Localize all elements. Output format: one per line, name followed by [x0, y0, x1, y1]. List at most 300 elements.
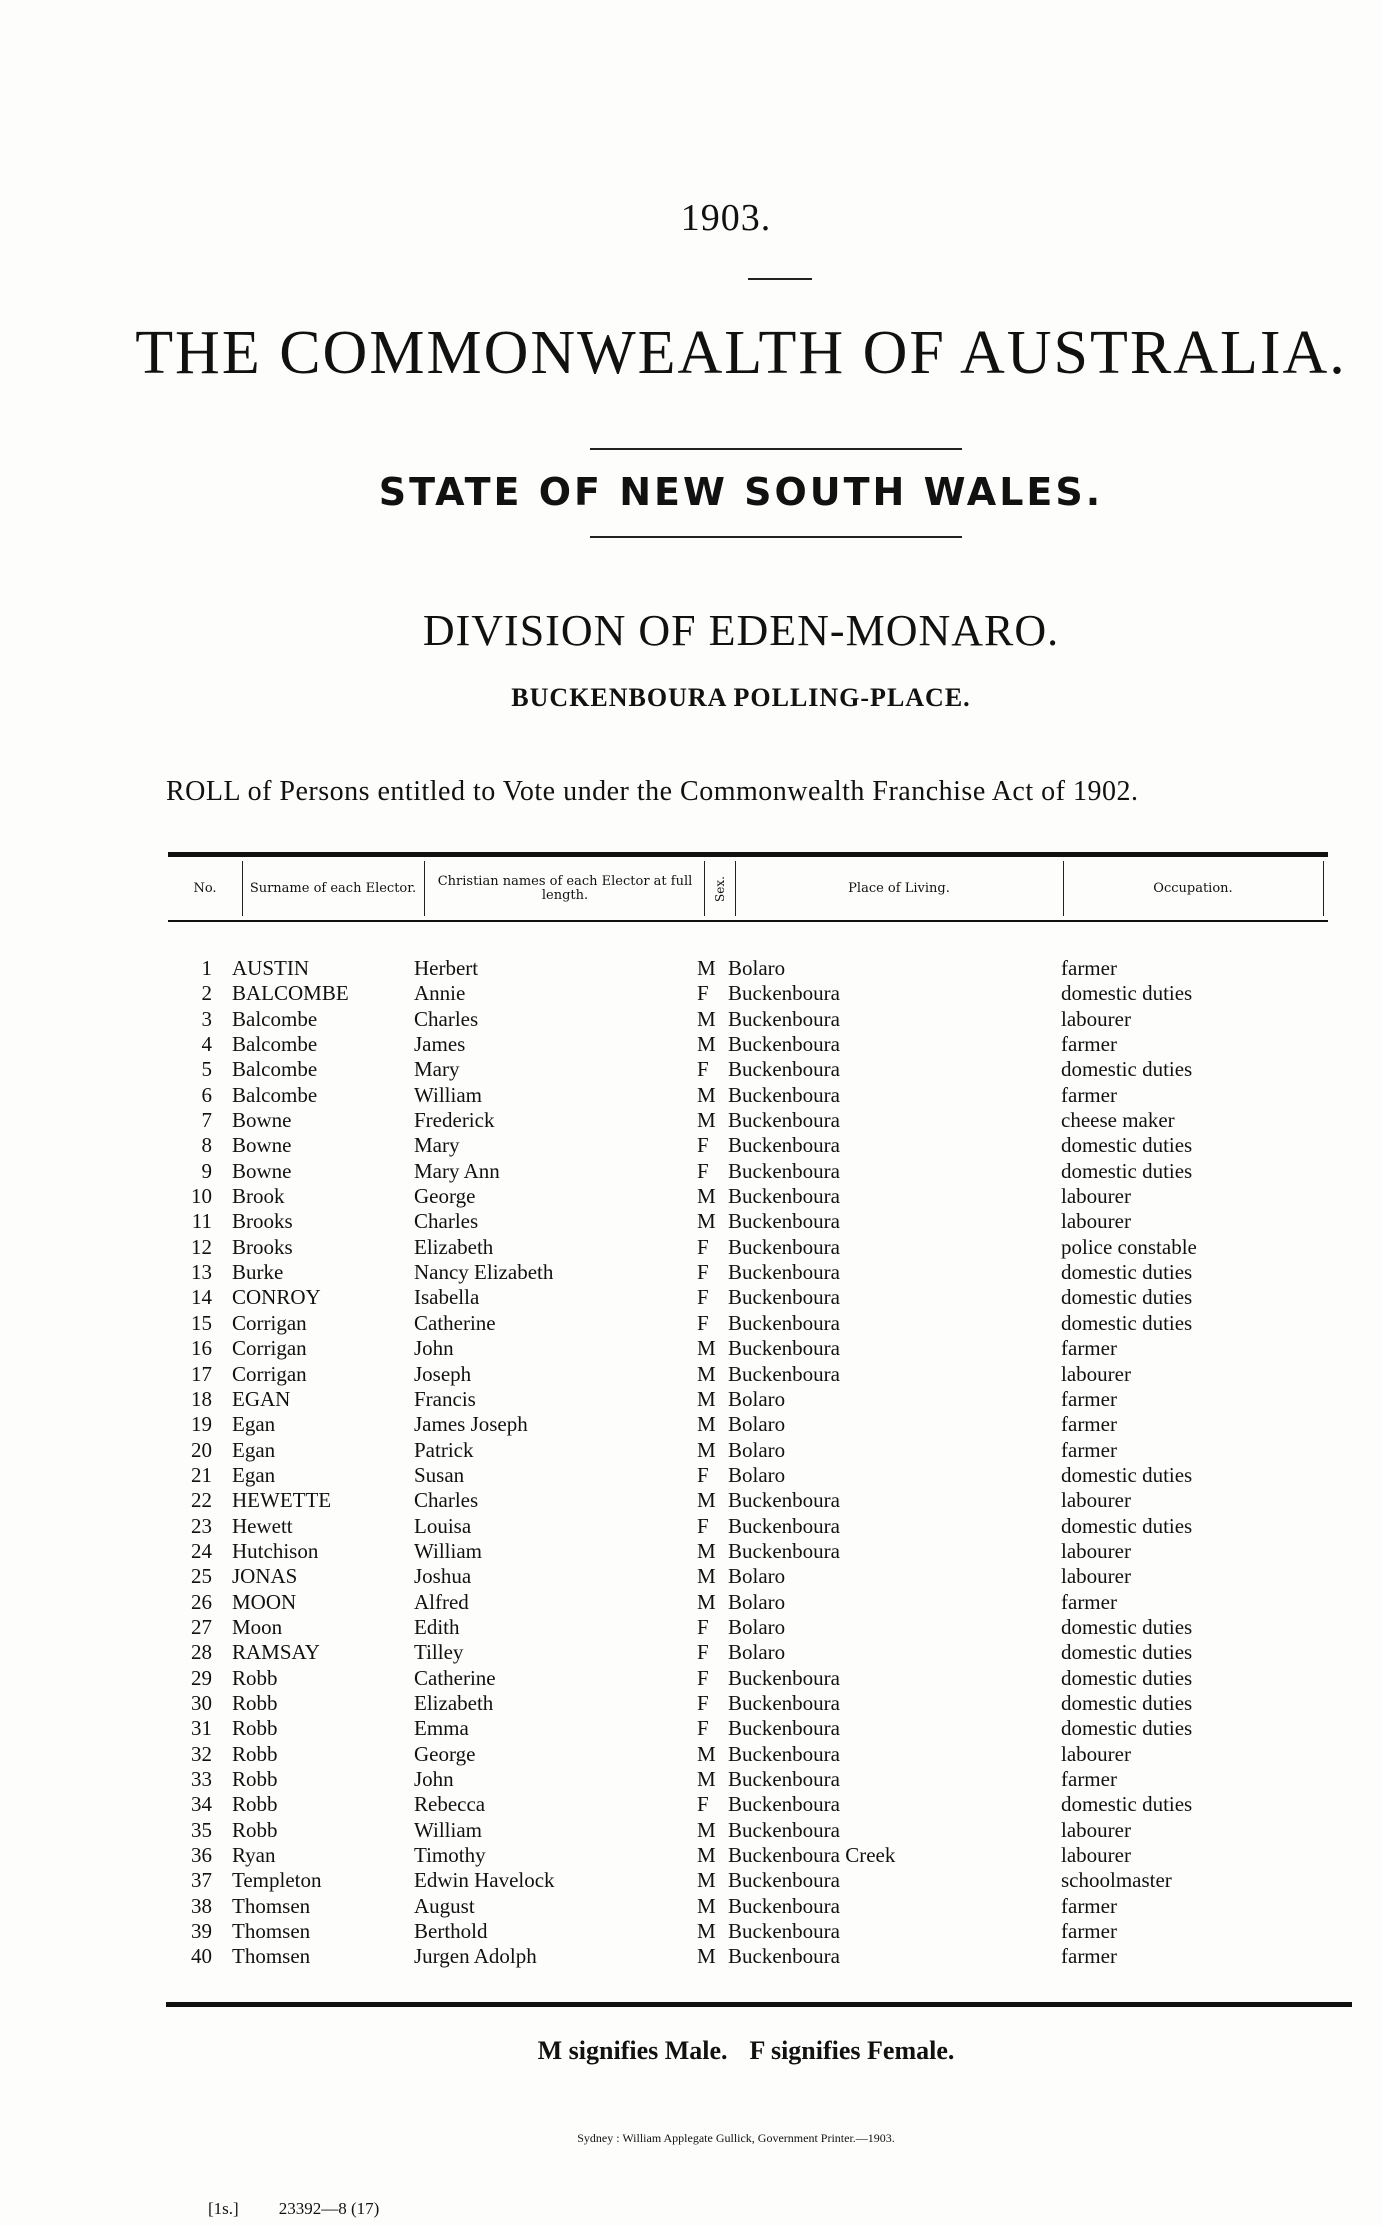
divider: [590, 448, 962, 450]
elector-surname: BALCOMBE: [232, 981, 349, 1006]
elector-place: Buckenboura: [728, 1538, 840, 1563]
elector-sex: M: [697, 1944, 716, 1969]
elector-sex: M: [697, 1412, 716, 1437]
elector-sex: M: [697, 1361, 716, 1386]
table-row: [0, 1387, 1382, 1412]
elector-occupation: farmer: [1061, 1944, 1117, 1969]
table-row: [0, 1209, 1382, 1234]
elector-surname: RAMSAY: [232, 1640, 320, 1665]
table-row: [0, 1235, 1382, 1260]
elector-occupation: farmer: [1061, 1893, 1117, 1918]
elector-sex: M: [697, 1437, 716, 1462]
elector-christian-names: Nancy Elizabeth: [414, 1260, 554, 1285]
elector-sex: M: [697, 1741, 716, 1766]
elector-number: 1: [201, 956, 212, 980]
elector-christian-names: William: [414, 1538, 482, 1563]
elector-occupation: domestic duties: [1061, 1614, 1193, 1639]
elector-occupation: domestic duties: [1061, 1665, 1193, 1690]
elector-surname: Corrigan: [232, 1310, 307, 1335]
table-row: [0, 1311, 1382, 1336]
elector-surname: Ryan: [232, 1843, 276, 1868]
elector-place: Bolaro: [728, 1437, 786, 1462]
table-row: [0, 1666, 1382, 1691]
table-row: [0, 1260, 1382, 1285]
elector-christian-names: Charles: [414, 1006, 479, 1031]
elector-surname: HEWETTE: [232, 1488, 332, 1513]
elector-sex: F: [697, 1690, 709, 1715]
elector-place: Buckenboura: [728, 1817, 840, 1842]
elector-place: Buckenboura: [728, 981, 840, 1006]
column-header-place: Place of Living.: [848, 880, 950, 896]
elector-surname: Moon: [232, 1614, 283, 1639]
elector-christian-names: James: [414, 1032, 466, 1057]
elector-surname: Corrigan: [232, 1336, 307, 1361]
elector-number: 2: [201, 981, 212, 1006]
elector-place: Buckenboura: [728, 1133, 840, 1158]
elector-sex: F: [697, 1310, 709, 1335]
elector-place: Buckenboura: [728, 1716, 840, 1741]
elector-christian-names: John: [414, 1336, 454, 1361]
elector-surname: Balcombe: [232, 1006, 318, 1031]
table-row: [0, 1868, 1382, 1893]
price: [1s.]: [208, 2199, 239, 2218]
elector-occupation: labourer: [1061, 1184, 1131, 1209]
elector-place: Buckenboura: [728, 1057, 840, 1082]
elector-christian-names: Annie: [414, 981, 466, 1006]
elector-occupation: farmer: [1061, 1032, 1117, 1057]
column-divider: [242, 861, 243, 916]
elector-surname: JONAS: [232, 1564, 298, 1589]
elector-christian-names: Mary: [414, 1133, 460, 1158]
elector-occupation: farmer: [1061, 1412, 1117, 1437]
elector-number: 4: [201, 1032, 212, 1057]
table-row: [0, 1564, 1382, 1589]
elector-christian-names: Patrick: [414, 1437, 474, 1462]
elector-occupation: farmer: [1061, 1437, 1117, 1462]
column-header-sex-label: Sex.: [713, 875, 727, 902]
elector-christian-names: Charles: [414, 1488, 479, 1513]
elector-occupation: labourer: [1061, 1488, 1131, 1513]
elector-number: 5: [201, 1057, 212, 1082]
elector-place: Buckenboura: [728, 1690, 840, 1715]
elector-number: 15: [191, 1310, 212, 1335]
elector-christian-names: Joseph: [414, 1361, 472, 1386]
elector-number: 24: [191, 1538, 212, 1563]
legend-female: F signifies Female.: [749, 2036, 955, 2065]
divider: [748, 278, 812, 280]
elector-christian-names: Tilley: [414, 1640, 464, 1665]
elector-number: 31: [191, 1716, 212, 1741]
elector-christian-names: James Joseph: [414, 1412, 528, 1437]
elector-place: Buckenboura: [728, 1868, 840, 1893]
elector-christian-names: George: [414, 1741, 476, 1766]
elector-sex: F: [697, 1462, 709, 1487]
elector-surname: Robb: [232, 1817, 278, 1842]
elector-number: 10: [191, 1184, 212, 1209]
document-title: THE COMMONWEALTH OF AUSTRALIA.: [135, 319, 1347, 387]
elector-christian-names: Herbert: [414, 956, 479, 980]
elector-surname: Egan: [232, 1462, 276, 1487]
elector-sex: M: [697, 1006, 716, 1031]
elector-surname: Balcombe: [232, 1057, 318, 1082]
state-heading: STATE OF NEW SOUTH WALES.: [378, 470, 1104, 514]
elector-place: Bolaro: [728, 1589, 786, 1614]
elector-sex: F: [697, 1133, 709, 1158]
elector-christian-names: Emma: [414, 1716, 469, 1741]
table-row: [0, 1362, 1382, 1387]
elector-occupation: police constable: [1061, 1234, 1197, 1259]
table-row: [0, 1691, 1382, 1716]
elector-christian-names: William: [414, 1082, 482, 1107]
elector-occupation: domestic duties: [1061, 1285, 1193, 1310]
elector-sex: M: [697, 1868, 716, 1893]
elector-sex: M: [697, 1767, 716, 1791]
elector-place: Bolaro: [728, 1462, 786, 1487]
elector-occupation: domestic duties: [1061, 1716, 1193, 1741]
elector-occupation: labourer: [1061, 1538, 1131, 1563]
elector-place: Buckenboura: [728, 1792, 840, 1817]
column-header-occupation: Occupation.: [1153, 880, 1233, 896]
elector-christian-names: Elizabeth: [414, 1234, 494, 1259]
elector-christian-names: Charles: [414, 1209, 479, 1234]
table-row: [0, 1944, 1382, 1969]
table-row: [0, 1590, 1382, 1615]
elector-surname: Robb: [232, 1741, 278, 1766]
elector-christian-names: Edith: [414, 1614, 460, 1639]
sex-legend: [0, 2036, 1382, 2066]
elector-surname: Bowne: [232, 1133, 292, 1158]
elector-place: Buckenboura: [728, 1006, 840, 1031]
elector-number: 14: [191, 1285, 212, 1310]
column-header-christian-names: Christian names of each Elector at full length.: [437, 873, 693, 903]
elector-number: 18: [191, 1386, 212, 1411]
table-row: [0, 1488, 1382, 1513]
elector-sex: M: [697, 1919, 716, 1944]
elector-christian-names: Frederick: [414, 1108, 495, 1133]
elector-occupation: domestic duties: [1061, 981, 1193, 1006]
elector-number: 37: [191, 1868, 212, 1893]
elector-occupation: farmer: [1061, 1919, 1117, 1944]
elector-occupation: domestic duties: [1061, 1513, 1193, 1538]
elector-occupation: domestic duties: [1061, 1640, 1193, 1665]
print-reference: 23392—8 (17): [278, 2199, 380, 2218]
elector-sex: M: [697, 1488, 716, 1513]
elector-place: Bolaro: [728, 956, 786, 980]
table-row: [0, 1818, 1382, 1843]
elector-surname: Templeton: [232, 1868, 322, 1893]
elector-place: Buckenboura: [728, 1285, 840, 1310]
elector-occupation: labourer: [1061, 1843, 1131, 1868]
elector-surname: Balcombe: [232, 1032, 318, 1057]
elector-number: 12: [191, 1234, 212, 1259]
elector-sex: M: [697, 1082, 716, 1107]
elector-christian-names: Edwin Havelock: [414, 1868, 555, 1893]
division-heading: DIVISION OF EDEN-MONARO.: [422, 606, 1060, 655]
elector-surname: Burke: [232, 1260, 284, 1285]
elector-place: Buckenboura: [728, 1741, 840, 1766]
table-row: [0, 1767, 1382, 1792]
table-row: [0, 1919, 1382, 1944]
table-row: [0, 1057, 1382, 1082]
print-code: [208, 2199, 379, 2219]
elector-place: Buckenboura: [728, 1336, 840, 1361]
elector-number: 28: [191, 1640, 212, 1665]
column-header-sex: [705, 857, 735, 920]
elector-number: 29: [191, 1665, 212, 1690]
elector-surname: Egan: [232, 1412, 276, 1437]
elector-place: Buckenboura: [728, 1209, 840, 1234]
elector-number: 34: [191, 1792, 212, 1817]
elector-surname: Thomsen: [232, 1919, 311, 1944]
table-row: [0, 1184, 1382, 1209]
elector-sex: M: [697, 1843, 716, 1868]
elector-number: 21: [191, 1462, 212, 1487]
elector-occupation: cheese maker: [1061, 1108, 1175, 1133]
elector-sex: M: [697, 956, 716, 980]
legend-male: M signifies Male.: [537, 2036, 728, 2065]
elector-sex: F: [697, 1614, 709, 1639]
printer-imprint: Sydney : William Applegate Gullick, Government Printer.—1903.: [577, 2131, 895, 2145]
table-row: [0, 1615, 1382, 1640]
elector-number: 9: [201, 1158, 212, 1183]
elector-place: Buckenboura: [728, 1893, 840, 1918]
elector-occupation: domestic duties: [1061, 1158, 1193, 1183]
elector-surname: CONROY: [232, 1285, 321, 1310]
elector-surname: Robb: [232, 1690, 278, 1715]
elector-place: Buckenboura: [728, 1361, 840, 1386]
elector-christian-names: Mary Ann: [414, 1158, 500, 1183]
table-row: [0, 1792, 1382, 1817]
table-row: [0, 1336, 1382, 1361]
table-row: [0, 1108, 1382, 1133]
elector-sex: M: [697, 1538, 716, 1563]
elector-surname: MOON: [232, 1589, 297, 1614]
elector-number: 30: [191, 1690, 212, 1715]
elector-number: 32: [191, 1741, 212, 1766]
table-row: [0, 1032, 1382, 1057]
table-row: [0, 1285, 1382, 1310]
elector-occupation: farmer: [1061, 956, 1117, 980]
elector-number: 35: [191, 1817, 212, 1842]
elector-occupation: domestic duties: [1061, 1690, 1193, 1715]
elector-place: Buckenboura: [728, 1310, 840, 1335]
elector-place: Buckenboura: [728, 1082, 840, 1107]
elector-surname: Thomsen: [232, 1893, 311, 1918]
elector-occupation: schoolmaster: [1061, 1868, 1172, 1893]
elector-christian-names: Jurgen Adolph: [414, 1944, 537, 1969]
elector-occupation: domestic duties: [1061, 1462, 1193, 1487]
elector-place: Bolaro: [728, 1614, 786, 1639]
elector-occupation: labourer: [1061, 1361, 1131, 1386]
elector-occupation: farmer: [1061, 1767, 1117, 1791]
elector-number: 38: [191, 1893, 212, 1918]
elector-christian-names: George: [414, 1184, 476, 1209]
column-divider: [1323, 861, 1324, 916]
elector-sex: F: [697, 1513, 709, 1538]
elector-surname: Brook: [232, 1184, 285, 1209]
elector-sex: M: [697, 1893, 716, 1918]
table-row: [0, 1640, 1382, 1665]
elector-occupation: labourer: [1061, 1817, 1131, 1842]
elector-christian-names: William: [414, 1817, 482, 1842]
table-row: [0, 1463, 1382, 1488]
column-divider: [424, 861, 425, 916]
elector-christian-names: Rebecca: [414, 1792, 486, 1817]
elector-sex: F: [697, 1665, 709, 1690]
elector-surname: Bowne: [232, 1158, 292, 1183]
elector-surname: Robb: [232, 1665, 278, 1690]
elector-number: 20: [191, 1437, 212, 1462]
elector-list: [0, 956, 1382, 1970]
elector-christian-names: Alfred: [414, 1589, 469, 1614]
elector-sex: M: [697, 1032, 716, 1057]
elector-christian-names: Catherine: [414, 1665, 496, 1690]
elector-number: 36: [191, 1843, 212, 1868]
elector-sex: M: [697, 1209, 716, 1234]
elector-sex: F: [697, 1234, 709, 1259]
elector-christian-names: Joshua: [414, 1564, 472, 1589]
elector-number: 13: [191, 1260, 212, 1285]
table-row: [0, 1843, 1382, 1868]
elector-place: Buckenboura: [728, 1767, 840, 1791]
elector-occupation: labourer: [1061, 1564, 1131, 1589]
elector-number: 22: [191, 1488, 212, 1513]
elector-surname: Balcombe: [232, 1082, 318, 1107]
elector-occupation: domestic duties: [1061, 1133, 1193, 1158]
elector-place: Buckenboura: [728, 1919, 840, 1944]
table-row: [0, 1133, 1382, 1158]
elector-christian-names: Isabella: [414, 1285, 480, 1310]
elector-place: Buckenboura Creek: [728, 1843, 896, 1868]
elector-surname: Robb: [232, 1792, 278, 1817]
table-row: [0, 1716, 1382, 1741]
elector-occupation: labourer: [1061, 1741, 1131, 1766]
elector-sex: M: [697, 1386, 716, 1411]
elector-number: 39: [191, 1919, 212, 1944]
column-header-no: No.: [193, 880, 217, 896]
divider: [166, 2002, 1352, 2007]
elector-occupation: labourer: [1061, 1209, 1131, 1234]
elector-surname: Corrigan: [232, 1361, 307, 1386]
elector-christian-names: August: [414, 1893, 475, 1918]
elector-surname: AUSTIN: [232, 956, 309, 980]
elector-christian-names: Elizabeth: [414, 1690, 494, 1715]
elector-place: Buckenboura: [728, 1488, 840, 1513]
elector-christian-names: Louisa: [414, 1513, 472, 1538]
elector-place: Bolaro: [728, 1564, 786, 1589]
elector-place: Buckenboura: [728, 1032, 840, 1057]
table-header: [168, 852, 1328, 922]
elector-number: 7: [201, 1108, 212, 1133]
elector-number: 3: [201, 1006, 212, 1031]
table-row: [0, 1539, 1382, 1564]
table-row: [0, 1438, 1382, 1463]
elector-sex: F: [697, 1640, 709, 1665]
elector-surname: Robb: [232, 1716, 278, 1741]
elector-sex: F: [697, 1260, 709, 1285]
elector-number: 27: [191, 1614, 212, 1639]
table-row: [0, 1159, 1382, 1184]
elector-surname: Brooks: [232, 1234, 293, 1259]
elector-sex: M: [697, 1817, 716, 1842]
elector-number: 26: [191, 1589, 212, 1614]
elector-surname: Hutchison: [232, 1538, 319, 1563]
divider: [590, 536, 962, 538]
elector-place: Bolaro: [728, 1386, 786, 1411]
elector-number: 16: [191, 1336, 212, 1361]
elector-number: 17: [191, 1361, 212, 1386]
elector-sex: M: [697, 1184, 716, 1209]
elector-christian-names: John: [414, 1767, 454, 1791]
elector-number: 19: [191, 1412, 212, 1437]
elector-sex: F: [697, 1716, 709, 1741]
elector-surname: Hewett: [232, 1513, 293, 1538]
elector-place: Buckenboura: [728, 1513, 840, 1538]
elector-sex: M: [697, 1564, 716, 1589]
elector-occupation: domestic duties: [1061, 1057, 1193, 1082]
elector-occupation: farmer: [1061, 1082, 1117, 1107]
elector-occupation: domestic duties: [1061, 1792, 1193, 1817]
table-row: [0, 1514, 1382, 1539]
elector-christian-names: Francis: [414, 1386, 476, 1411]
elector-place: Buckenboura: [728, 1944, 840, 1969]
elector-christian-names: Berthold: [414, 1919, 488, 1944]
elector-occupation: domestic duties: [1061, 1310, 1193, 1335]
elector-number: 25: [191, 1564, 212, 1589]
elector-occupation: labourer: [1061, 1006, 1131, 1031]
polling-place-heading: BUCKENBOURA POLLING-PLACE.: [511, 683, 971, 712]
elector-sex: F: [697, 1285, 709, 1310]
elector-sex: F: [697, 981, 709, 1006]
elector-occupation: farmer: [1061, 1589, 1117, 1614]
elector-christian-names: Catherine: [414, 1310, 496, 1335]
elector-place: Buckenboura: [728, 1260, 840, 1285]
elector-surname: Brooks: [232, 1209, 293, 1234]
elector-place: Buckenboura: [728, 1158, 840, 1183]
elector-surname: Robb: [232, 1767, 278, 1791]
elector-occupation: farmer: [1061, 1386, 1117, 1411]
elector-sex: F: [697, 1158, 709, 1183]
elector-number: 23: [191, 1513, 212, 1538]
elector-place: Buckenboura: [728, 1184, 840, 1209]
elector-place: Bolaro: [728, 1640, 786, 1665]
elector-place: Buckenboura: [728, 1108, 840, 1133]
column-header-surname: Surname of each Elector.: [249, 880, 417, 896]
elector-surname: Egan: [232, 1437, 276, 1462]
elector-christian-names: Timothy: [414, 1843, 486, 1868]
elector-christian-names: Susan: [414, 1462, 465, 1487]
table-row: [0, 1083, 1382, 1108]
elector-christian-names: Mary: [414, 1057, 460, 1082]
elector-number: 11: [191, 1209, 212, 1234]
table-row: [0, 1412, 1382, 1437]
table-row: [0, 981, 1382, 1006]
year: 1903.: [680, 197, 772, 239]
elector-number: 33: [191, 1767, 212, 1791]
elector-occupation: farmer: [1061, 1336, 1117, 1361]
elector-number: 8: [201, 1133, 212, 1158]
table-row: [0, 1007, 1382, 1032]
table-row: [0, 956, 1382, 981]
elector-place: Buckenboura: [728, 1234, 840, 1259]
elector-place: Buckenboura: [728, 1665, 840, 1690]
elector-surname: Thomsen: [232, 1944, 311, 1969]
elector-surname: Bowne: [232, 1108, 292, 1133]
elector-number: 6: [201, 1082, 212, 1107]
elector-sex: F: [697, 1057, 709, 1082]
elector-sex: M: [697, 1108, 716, 1133]
elector-surname: EGAN: [232, 1386, 291, 1411]
